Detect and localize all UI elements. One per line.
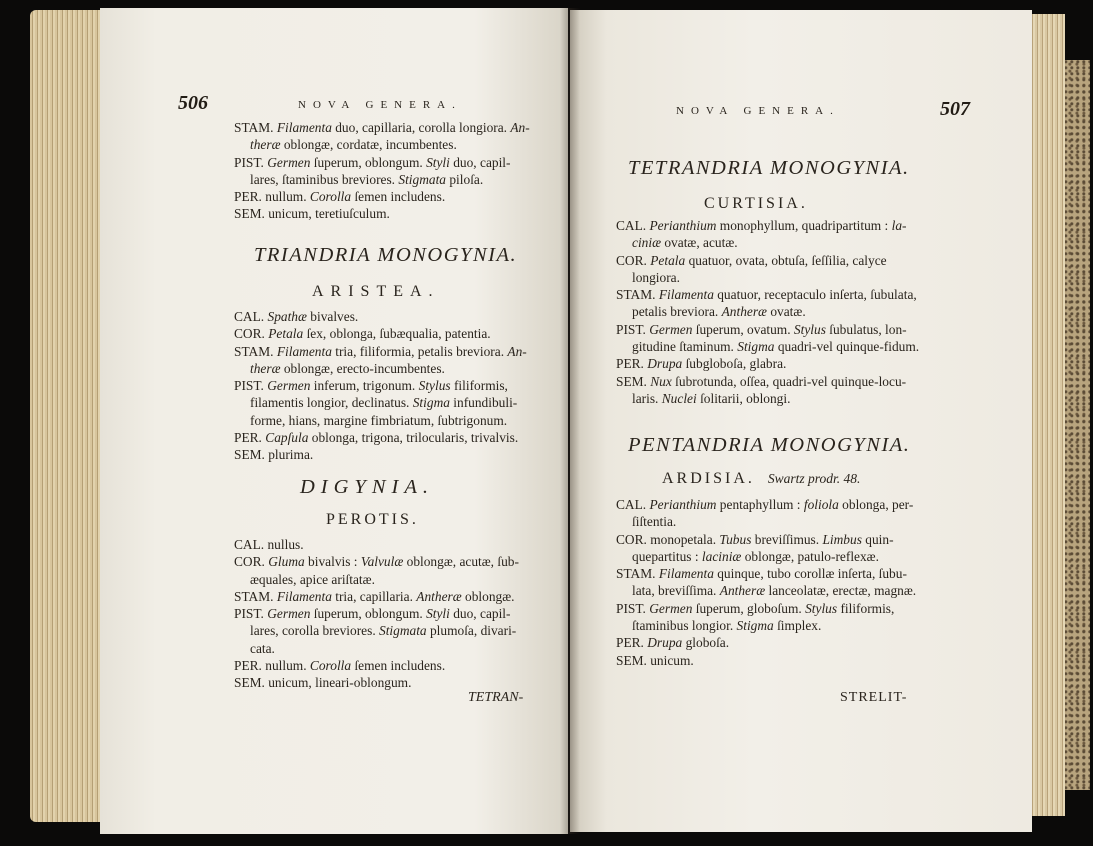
text-run: globoſa. bbox=[682, 635, 730, 651]
organ-label: COR. bbox=[616, 252, 647, 268]
text-run: oblonga, trigona, trilocularis, trivalvis. bbox=[308, 430, 519, 446]
text-line bbox=[616, 652, 916, 669]
page-number: 507 bbox=[940, 98, 970, 120]
text-run: ſimplex. bbox=[773, 618, 822, 634]
text-line bbox=[616, 634, 916, 651]
genus-reference: Swartz prodr. 48. bbox=[767, 471, 861, 486]
text-run: ſemen includens. bbox=[351, 658, 446, 674]
italic-term: Limbus bbox=[822, 531, 862, 547]
organ-label: COR. bbox=[234, 554, 265, 570]
text-line bbox=[234, 136, 530, 153]
text-run: quatuor, ovata, obtuſa, ſeſſilia, calyce bbox=[685, 252, 887, 268]
running-head: NOVA GENERA. bbox=[298, 99, 462, 111]
organ-label: STAM. bbox=[234, 120, 274, 135]
italic-term: Gluma bbox=[268, 554, 305, 570]
text-line bbox=[616, 582, 916, 599]
italic-term: Stigmata bbox=[379, 623, 427, 639]
italic-term: Petala bbox=[268, 326, 304, 342]
page-number: 506 bbox=[178, 92, 208, 114]
text-run: tria, filiformia, petalis breviora. bbox=[331, 343, 508, 359]
text-run: quatuor, receptaculo inſerta, ſubulata, bbox=[713, 287, 917, 303]
running-head: NOVA GENERA. bbox=[676, 105, 840, 117]
italic-term: Germen bbox=[267, 378, 311, 394]
italic-term: An- bbox=[507, 343, 527, 359]
curtisia-description bbox=[616, 217, 919, 407]
text-run: ſubgloboſa, glabra. bbox=[682, 356, 787, 372]
text-run: duo, capil- bbox=[449, 154, 511, 170]
italic-term: Filamenta bbox=[658, 566, 714, 582]
right-page-edges bbox=[1030, 14, 1065, 816]
organ-label: STAM. bbox=[616, 566, 656, 582]
text-line bbox=[234, 119, 530, 136]
text-run: pentaphyllum : bbox=[716, 497, 804, 512]
italic-term: Corolla bbox=[309, 658, 352, 674]
text-line bbox=[616, 321, 919, 338]
italic-term: Styli bbox=[426, 154, 450, 170]
italic-term: Stylus bbox=[793, 321, 826, 337]
organ-label: STAM. bbox=[234, 588, 274, 604]
organ-label: CAL. bbox=[234, 537, 265, 552]
text-line bbox=[234, 377, 527, 394]
genus-heading-curtisia: CURTISIA. bbox=[704, 195, 808, 212]
text-run: æquales, apice ariſtatæ. bbox=[250, 571, 375, 587]
right-page bbox=[570, 10, 1032, 832]
text-line bbox=[234, 571, 519, 588]
italic-term: Capſula bbox=[265, 430, 309, 446]
italic-term: Germen bbox=[649, 600, 693, 616]
italic-term: Nux bbox=[650, 373, 672, 389]
genus-heading-aristea: ARISTEA. bbox=[312, 283, 440, 300]
text-run: filiformis, bbox=[837, 600, 895, 616]
text-run: laris. bbox=[632, 390, 662, 406]
text-run: monophyllum, quadripartitum : bbox=[716, 218, 892, 233]
text-line bbox=[234, 394, 527, 411]
text-line bbox=[616, 617, 916, 634]
italic-term: Stigma bbox=[737, 339, 775, 355]
text-line bbox=[616, 373, 919, 390]
organ-label: PER. bbox=[234, 658, 262, 674]
text-run: unicum, lineari-oblongum. bbox=[264, 675, 412, 691]
text-run: nullum. bbox=[261, 189, 310, 205]
organ-label: COR. bbox=[234, 326, 265, 342]
italic-term: la- bbox=[891, 218, 907, 233]
text-run: oblongæ, erecto-incumbentes. bbox=[280, 360, 445, 376]
text-line bbox=[234, 657, 519, 674]
text-run: tria, capillaria. bbox=[331, 588, 417, 604]
text-line bbox=[616, 303, 919, 320]
text-line bbox=[616, 286, 919, 303]
text-run: ſubrotunda, oſſea, quadri-vel quinque-locu- bbox=[671, 373, 907, 389]
text-line bbox=[234, 412, 527, 429]
italic-term: Antheræ bbox=[416, 588, 462, 604]
text-run: oblongæ, patulo-reflexæ. bbox=[741, 548, 879, 564]
text-line bbox=[616, 234, 919, 251]
text-run: plumoſa, divari- bbox=[426, 623, 517, 639]
italic-term: Stylus bbox=[805, 600, 838, 616]
text-line bbox=[234, 640, 519, 657]
text-run: lares, corolla breviores. bbox=[250, 623, 380, 639]
italic-term: Perianthium bbox=[649, 218, 717, 233]
italic-term: theræ bbox=[250, 137, 281, 153]
text-run: bivalves. bbox=[306, 309, 359, 324]
italic-term: foliola bbox=[803, 497, 839, 512]
genus-heading-perotis: PEROTIS. bbox=[326, 511, 419, 528]
italic-term: Antheræ bbox=[719, 583, 766, 599]
text-run: ſuperum, oblongum. bbox=[310, 606, 427, 622]
genus-heading-ardisia bbox=[662, 470, 860, 488]
text-run: forme, hians, margine fimbriatum, ſubtrigonum. bbox=[250, 412, 508, 428]
text-run: plurima. bbox=[264, 447, 314, 463]
text-run: nullum. bbox=[261, 658, 310, 674]
text-run: inferum, trigonum. bbox=[310, 378, 419, 394]
book-gutter bbox=[560, 8, 580, 834]
italic-term: laciniæ bbox=[701, 548, 742, 564]
text-line bbox=[234, 605, 519, 622]
organ-label: PER. bbox=[616, 356, 644, 372]
text-run: ſtaminibus longior. bbox=[632, 618, 737, 634]
left-page bbox=[100, 8, 568, 834]
text-run: quepartitus : bbox=[632, 548, 702, 564]
text-line bbox=[616, 531, 916, 548]
italic-term: Stigmata bbox=[398, 171, 447, 187]
ardisia-description bbox=[616, 496, 916, 669]
text-run: ſolitarii, oblongi. bbox=[696, 390, 791, 406]
organ-label: SEM. bbox=[616, 652, 647, 668]
text-run: lata, breviſſima. bbox=[632, 583, 720, 599]
aristea-description bbox=[234, 308, 527, 464]
text-run: duo, capillaria, corolla longiora. bbox=[331, 120, 511, 135]
text-line bbox=[234, 553, 519, 570]
italic-term: Styli bbox=[426, 606, 450, 622]
text-run: monopetala. bbox=[646, 531, 720, 547]
text-run: oblongæ. bbox=[461, 588, 515, 604]
text-run: oblongæ, cordatæ, incumbentes. bbox=[280, 137, 457, 153]
italic-term: Nuclei bbox=[661, 390, 697, 406]
text-line bbox=[234, 343, 527, 360]
text-run: breviſſimus. bbox=[751, 531, 823, 547]
text-line bbox=[234, 429, 527, 446]
text-line bbox=[234, 622, 519, 639]
organ-label: PIST. bbox=[234, 378, 264, 394]
organ-label: CAL. bbox=[234, 309, 265, 324]
text-line bbox=[616, 496, 916, 513]
italic-term: Filamenta bbox=[658, 287, 714, 303]
text-run: petalis breviora. bbox=[632, 304, 722, 320]
text-line bbox=[234, 171, 530, 188]
text-line bbox=[234, 360, 527, 377]
italic-term: Petala bbox=[650, 252, 686, 268]
text-run: lares, ſtaminibus breviores. bbox=[250, 171, 399, 187]
text-line bbox=[616, 548, 916, 565]
text-run: unicum, teretiuſculum. bbox=[264, 206, 390, 222]
italic-term: Stigma bbox=[736, 618, 774, 634]
text-line bbox=[234, 446, 527, 463]
italic-term: An- bbox=[510, 120, 530, 135]
text-run: duo, capil- bbox=[449, 606, 511, 622]
italic-term: Spathæ bbox=[267, 309, 307, 324]
catchword: STRELIT- bbox=[840, 690, 908, 705]
text-run: ſuperum, ovatum. bbox=[692, 321, 794, 337]
text-line bbox=[616, 217, 919, 234]
text-line bbox=[234, 308, 527, 325]
italic-term: Filamenta bbox=[276, 343, 332, 359]
text-run: quinque, tubo corollæ inſerta, ſubu- bbox=[713, 566, 907, 582]
text-run: filiformis, bbox=[450, 378, 508, 394]
italic-term: Filamenta bbox=[276, 120, 332, 135]
organ-label: CAL. bbox=[616, 497, 647, 512]
text-run: quadri-vel quinque-fidum. bbox=[774, 339, 920, 355]
organ-label: SEM. bbox=[234, 675, 265, 691]
opening-description bbox=[234, 119, 530, 223]
text-line bbox=[616, 565, 916, 582]
section-heading-triandria: TRIANDRIA MONOGYNIA. bbox=[254, 244, 518, 266]
section-heading-pentandria: PENTANDRIA MONOGYNIA. bbox=[628, 434, 911, 456]
text-run: filamentis longior, declinatus. bbox=[250, 395, 413, 411]
italic-term: Valvulæ bbox=[360, 554, 404, 570]
text-run: quin- bbox=[861, 531, 894, 547]
text-run: gitudine ſtaminum. bbox=[632, 339, 738, 355]
text-line bbox=[234, 205, 530, 222]
organ-label: PIST. bbox=[616, 600, 646, 616]
text-line bbox=[616, 390, 919, 407]
text-run: unicum. bbox=[646, 652, 694, 668]
italic-term: Drupa bbox=[647, 356, 683, 372]
organ-label: CAL. bbox=[616, 218, 647, 233]
organ-label: PER. bbox=[234, 430, 262, 446]
italic-term: Drupa bbox=[647, 635, 683, 651]
text-line bbox=[234, 536, 519, 553]
text-line bbox=[234, 188, 530, 205]
section-heading-tetrandria: TETRANDRIA MONOGYNIA. bbox=[628, 157, 910, 179]
text-run: ovatæ. bbox=[767, 304, 806, 320]
italic-term: Antheræ bbox=[721, 304, 767, 320]
text-line bbox=[234, 154, 530, 171]
italic-term: Perianthium bbox=[649, 497, 717, 512]
text-line bbox=[616, 252, 919, 269]
text-run: longiora. bbox=[632, 269, 680, 285]
text-line bbox=[616, 513, 916, 530]
italic-term: Corolla bbox=[309, 189, 352, 205]
italic-term: Stylus bbox=[418, 378, 451, 394]
text-run: oblonga, per- bbox=[838, 497, 914, 512]
text-run: ſiſtentia. bbox=[632, 514, 677, 530]
italic-term: Filamenta bbox=[276, 588, 332, 604]
italic-term: Tubus bbox=[719, 531, 752, 547]
text-run: ſubulatus, lon- bbox=[825, 321, 907, 337]
text-run: lanceolatæ, erectæ, magnæ. bbox=[765, 583, 917, 599]
text-run: ſuperum, oblongum. bbox=[310, 154, 427, 170]
text-line bbox=[616, 338, 919, 355]
organ-label: PIST. bbox=[234, 154, 264, 170]
text-run: nullus. bbox=[264, 537, 304, 552]
organ-label: SEM. bbox=[616, 373, 647, 389]
genus-name: ARDISIA. bbox=[662, 470, 755, 487]
organ-label: SEM. bbox=[234, 206, 265, 222]
italic-term: Stigma bbox=[412, 395, 450, 411]
text-run: oblongæ, acutæ, ſub- bbox=[403, 554, 519, 570]
italic-term: Germen bbox=[267, 606, 311, 622]
organ-label: COR. bbox=[616, 531, 647, 547]
text-run: cata. bbox=[250, 640, 275, 656]
text-run: ovatæ, acutæ. bbox=[661, 235, 738, 251]
organ-label: SEM. bbox=[234, 447, 265, 463]
text-line bbox=[234, 325, 527, 342]
italic-term: ciniæ bbox=[632, 235, 662, 251]
organ-label: PER. bbox=[616, 635, 644, 651]
text-line bbox=[234, 588, 519, 605]
text-run: piloſa. bbox=[446, 171, 484, 187]
catchword: TETRAN- bbox=[468, 690, 524, 705]
organ-label: STAM. bbox=[234, 343, 274, 359]
perotis-description bbox=[234, 536, 519, 692]
text-run: bivalvis : bbox=[304, 554, 361, 570]
text-run: ſuperum, globoſum. bbox=[692, 600, 806, 616]
organ-label: PER. bbox=[234, 189, 262, 205]
section-heading-digynia: DIGYNIA. bbox=[300, 476, 434, 498]
organ-label: STAM. bbox=[616, 287, 656, 303]
organ-label: PIST. bbox=[616, 321, 646, 337]
text-line bbox=[616, 269, 919, 286]
italic-term: theræ bbox=[250, 360, 281, 376]
italic-term: Germen bbox=[649, 321, 693, 337]
text-run: infundibuli- bbox=[449, 395, 518, 411]
text-line bbox=[616, 355, 919, 372]
text-run: ſemen includens. bbox=[351, 189, 446, 205]
text-line bbox=[616, 600, 916, 617]
text-run: ſex, oblonga, ſubæqualia, patentia. bbox=[303, 326, 491, 342]
organ-label: PIST. bbox=[234, 606, 264, 622]
italic-term: Germen bbox=[267, 154, 311, 170]
